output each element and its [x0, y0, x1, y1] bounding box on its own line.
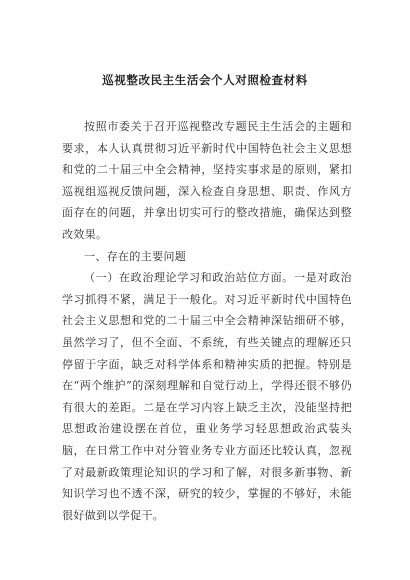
intro-paragraph: 按照市委关于召开巡视整改专题民主生活会的主题和要求，本人认真贯彻习近平新时代中国特色社会主义思想和党的二十届三中全会精神，坚持实事求是的原则，紧扣巡视组巡视反馈问题，深入检查自身思想、职责、作风方面存在的问题，并拿出切实可行的整改措施，确保达到整改效果。 [62, 120, 352, 241]
document-body [62, 116, 352, 526]
political-theory-paragraph: （一）在政治理论学习和政治站位方面。一是对政治学习抓得不紧，满足于一般化。对习近平新时代中国特色社会主义思想和党的二十届三中全会精神深钻细研不够，虽然学习了，但不全面、不系统，有些关键点的理解还只停留于字面，缺乏对科学体系和精神实质的把握。特别是在“两个维护”的深刻理解和自觉行动上，学得还很不够仍有很大的差距。二是在学习内容上缺乏主次，没能坚持把思想政治建设摆在首位，重业务学习轻思想政治武装头脑，在日常工作中对分管业务专业方面还比较认真，忽视了对最新政策理论知识的学习和了解，对很多新事物、新知识学习也不透不深，研究的较少，掌握的不够好，未能很好做到以学促干。 [62, 271, 352, 522]
section-heading-main-problems: 一、存在的主要问题 [84, 249, 187, 263]
document-title: 巡视整改民主生活会个人对照检查材料 [102, 73, 308, 87]
